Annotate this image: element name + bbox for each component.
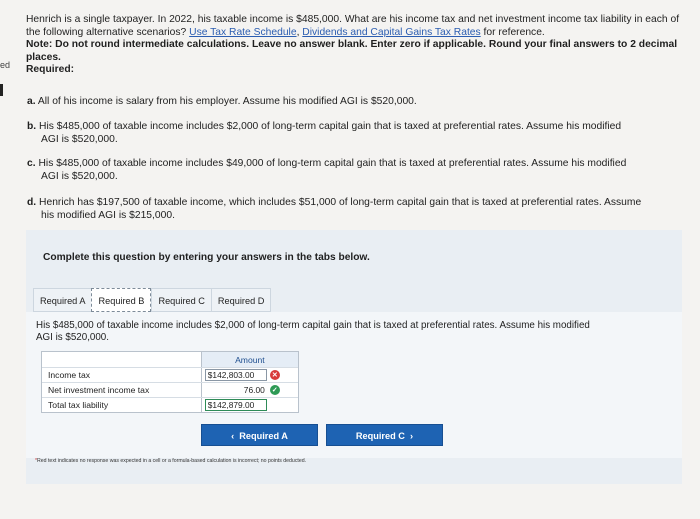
next-tab-label: Required C [355,431,405,441]
table-header-row [42,352,298,367]
part-label: d. [27,197,37,208]
footnote-star: * [35,458,38,464]
capital-gains-rates-link[interactable]: Dividends and Capital Gains Tax Rates [302,26,481,38]
correct-check-icon: ✓ [270,385,280,395]
footnote [35,458,306,464]
tab-required-b[interactable]: Required B [91,288,151,312]
part-label: a. [27,96,36,107]
part-c [27,158,677,183]
amount-cell [201,398,298,412]
prev-tab-button[interactable] [201,424,318,446]
row-label: Total tax liability [48,400,109,410]
part-text-cont: his modified AGI is $215,000. [41,209,175,221]
table-row [42,367,298,382]
part-text: All of his income is salary from his employer. Assume his modified AGI is $520,000. [37,96,417,107]
total-tax-liability-value: $142,879.00 [205,399,267,411]
row-label: Net investment income tax [48,385,150,395]
part-text: His $485,000 of taxable income includes $2,000 of long-term capital gain that is taxed at preferential rates. Assume his modified [39,121,622,132]
part-a [27,96,677,109]
prev-tab-label: Required A [239,431,288,441]
part-text-cont: AGI is $520,000. [41,170,118,182]
chevron-right-icon: › [410,431,414,441]
chevron-left-icon: ‹ [231,431,235,441]
part-b [27,121,677,146]
cropped-sidebar-marker [0,84,3,96]
tab-required-a[interactable]: Required A [33,288,91,312]
panel-title: Complete this question by entering your answers in the tabs below. [43,252,370,263]
required-heading: Required: [26,64,75,76]
reference-suffix: for reference. [480,26,545,38]
question-text: Henrich is a single taxpayer. In 2022, his taxable income is $485,000. What are his income tax and net investment income tax liability in each of the following alternative scenarios? [26,14,680,38]
cropped-sidebar-text: ed [0,60,11,70]
part-label: b. [27,121,37,132]
niit-input[interactable]: 76.00 [243,385,265,395]
header-blank [42,352,201,367]
table-row [42,382,298,397]
scenario-description: His $485,000 of taxable income includes $2,000 of long-term capital gain that is taxed at preferential rates. Assume his modified AGI is $520,000. [36,320,590,343]
footnote-text: Red text indicates no response was expected in a cell or a formula-based calculation is incorrect; no points deducted. [37,458,307,464]
part-label: c. [27,158,36,169]
income-tax-input[interactable]: $142,803.00 [205,369,267,381]
instructions-note: Note: Do not round intermediate calculations. Leave no answer blank. Enter zero if applicable. Round your final answers to 2 decimal places. [26,39,678,63]
amount-cell [201,368,298,382]
tax-rate-schedule-link[interactable]: Use Tax Rate Schedule [189,26,297,38]
next-tab-button[interactable] [326,424,443,446]
table-row [42,397,298,412]
row-label: Income tax [48,370,91,380]
part-d [27,197,677,222]
answer-table [41,351,299,413]
tab-required-c[interactable]: Required C [151,288,210,312]
part-text: Henrich has $197,500 of taxable income, which includes $51,000 of long-term capital gain that is taxed at preferential rates. Assume [39,197,642,208]
question-intro: Henrich is a single taxpayer. In 2022, his taxable income is $485,000. What are his income tax and net investment income tax liability in each of the following alternative scenarios? Use Tax Rate Schedule, Dividends and Capital Gains Tax Rates for reference. Note: Do not round intermediate calculations. Leave no answer blank. Enter zero if applicable. Round your final answers to 2 decimal places. Required: [26,14,686,77]
amount-cell [201,383,298,397]
part-text-cont: AGI is $520,000. [41,133,118,145]
incorrect-x-icon: ✕ [270,370,280,380]
tab-bar [33,288,271,312]
tab-required-d[interactable]: Required D [211,288,271,312]
amount-header: Amount [201,352,298,367]
part-text: His $485,000 of taxable income includes $49,000 of long-term capital gain that is taxed at preferential rates. Assume his modified [38,158,627,169]
